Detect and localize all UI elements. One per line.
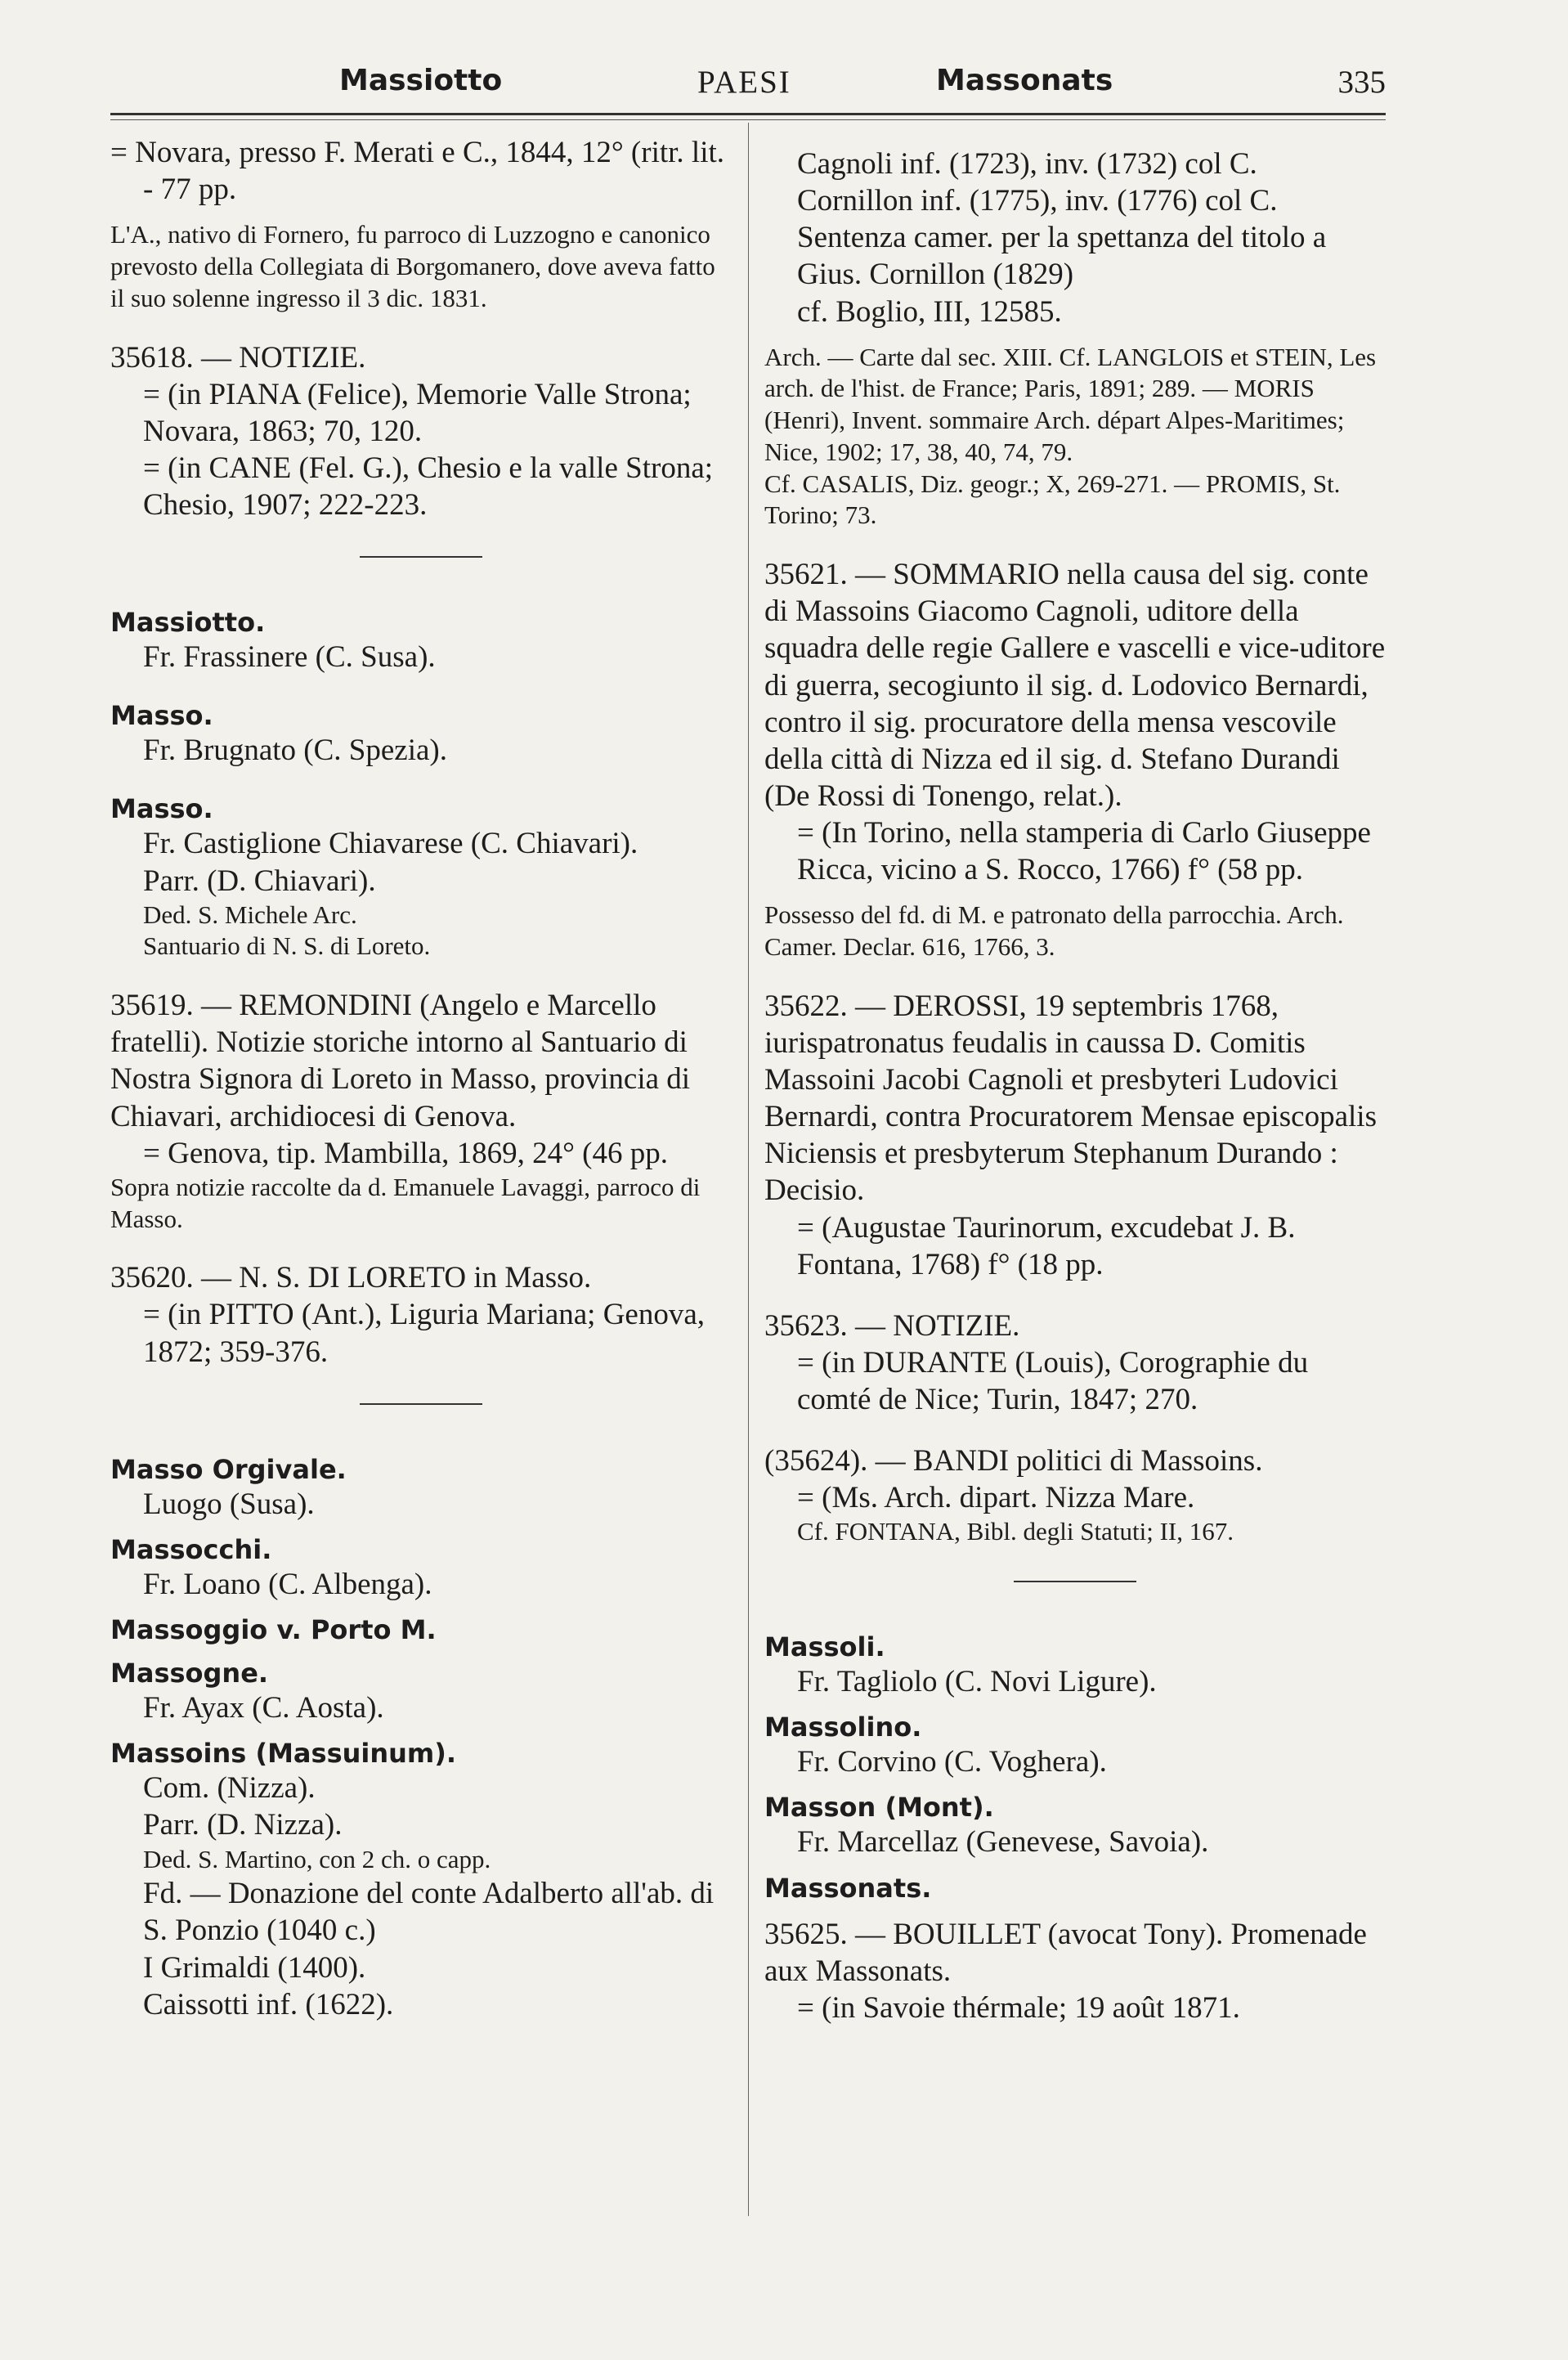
column-divider — [748, 123, 749, 2216]
place-detail: Fr. Castiglione Chiavarese (C. Chiavari). — [143, 827, 638, 861]
entry-heading: 35620. — N. S. DI LORETO in Masso. — [110, 1261, 592, 1295]
header-section-title: PAESI — [697, 65, 791, 100]
header-right-entry: Massonats — [936, 64, 1113, 97]
citation-line: = (in PIANA (Felice), Memorie Valle Strona; Novara, 1863; 70, 120. — [143, 377, 692, 448]
place-detail: Fr. Marcellaz (Genevese, Savoia). — [797, 1825, 1209, 1860]
note-paragraph: Sopra notizie raccolte da d. Emanuele Lavaggi, parroco di Masso. — [110, 1172, 701, 1233]
place-heading: Massolino. — [764, 1712, 922, 1743]
place-heading: Masso Orgivale. — [110, 1453, 347, 1485]
entry-heading: 35623. — NOTIZIE. — [764, 1308, 1020, 1343]
page-number: 335 — [1337, 65, 1386, 100]
place-detail: cf. Boglio, III, 12585. — [797, 294, 1062, 329]
citation-line: = (In Torino, nella stamperia di Carlo Giuseppe Ricca, vicino a S. Rocco, 1766) f° (58 pp. — [797, 816, 1371, 887]
section-separator — [360, 1403, 482, 1405]
place-detail: Fr. Corvino (C. Voghera). — [797, 1745, 1107, 1779]
entry-text: 35625. — BOUILLET (avocat Tony). Promenade aux Massonats. — [764, 1917, 1367, 1988]
place-detail: Com. (Nizza). — [143, 1771, 316, 1806]
place-detail: Fr. Loano (C. Albenga). — [143, 1567, 432, 1601]
place-detail: Fd. — Donazione del conte Adalberto all'ab. di S. Ponzio (1040 c.) — [143, 1877, 715, 1948]
running-header — [110, 64, 1386, 113]
place-detail: Santuario di N. S. di Loreto. — [143, 931, 431, 961]
entry-text: 35619. — REMONDINI (Angelo e Marcello fratelli). Notizie storiche intorno al Santuario di Nostra Signora di Loreto in Masso, provincia di Chiavari, archidiocesi di Genova. — [110, 989, 691, 1133]
place-detail: Ded. S. Michele Arc. — [143, 900, 357, 929]
entry-heading: (35624). — BANDI politici di Massoins. — [764, 1444, 1263, 1478]
note-paragraph: Possesso del fd. di M. e patronato della parrocchia. Arch. Camer. Declar. 616, 1766, 3. — [764, 900, 1344, 961]
place-heading: Massogne. — [110, 1658, 269, 1689]
entry-text: 35621. — SOMMARIO nella causa del sig. conte di Massoins Giacomo Cagnoli, uditore della squadra delle regie Gallere e vascelli e vice-uditore di guerra, secogiunto il sig. d. Lodovico Bernardi, contro il sig. procuratore della mensa vescovile della città di Nizza ed il sig. d. Stefano Durandi (De Rossi di Tonengo, relat.). — [764, 558, 1386, 813]
right-column — [764, 123, 1386, 2026]
place-heading: Massoggio v. Porto M. — [110, 1614, 437, 1646]
place-heading: Massoli. — [764, 1631, 885, 1663]
place-detail: Parr. (D. Chiavari). — [143, 864, 376, 898]
header-left-entry: Massiotto — [339, 64, 503, 97]
entry-text: 35622. — DEROSSI, 19 septembris 1768, iurispatronatus feudalis in caussa D. Comitis Massoini Jacobi Cagnoli et presbyteri Ludovici Bernardi, contra Procuratorem Mensae episcopalis Niciensis et presbyterum Stephanum Durando : Decisio. — [764, 989, 1377, 1208]
place-detail: Fr. Tagliolo (C. Novi Ligure). — [797, 1665, 1157, 1699]
place-detail: Sentenza camer. per la spettanza del titolo a Gius. Cornillon (1829) — [797, 221, 1327, 292]
place-heading: Massiotto. — [110, 607, 266, 639]
citation-line: = (Ms. Arch. dipart. Nizza Mare. — [797, 1481, 1195, 1515]
citation-line: = Novara, presso F. Merati e C., 1844, 12° (ritr. lit. - 77 pp. — [110, 136, 725, 207]
citation-line: = (in PITTO (Ant.), Liguria Mariana; Genova, 1872; 359-376. — [143, 1298, 706, 1369]
note-paragraph: Arch. — Carte dal sec. XIII. Cf. LANGLOIS et STEIN, Les arch. de l'hist. de France; Paris, 1891; 289. — MORIS (Henri), Invent. sommaire Arch. départ Alpes-Maritimes; Nice, 1902; 17, 38, 40, 74, 79. — [764, 342, 1377, 466]
note-paragraph: Cf. CASALIS, Diz. geogr.; X, 269-271. — PROMIS, St. Torino; 73. — [764, 469, 1341, 530]
citation-line: = (in Savoie thérmale; 19 août 1871. — [797, 1990, 1240, 2025]
place-detail: Caissotti inf. (1622). — [143, 1987, 394, 2021]
place-detail: Fr. Brugnato (C. Spezia). — [143, 734, 448, 768]
place-heading: Masso. — [110, 700, 213, 732]
note-paragraph: Cf. FONTANA, Bibl. degli Statuti; II, 167. — [797, 1517, 1234, 1546]
left-column — [110, 123, 732, 2023]
citation-line: = (in CANE (Fel. G.), Chesio e la valle Strona; Chesio, 1907; 222-223. — [143, 451, 714, 522]
entry-heading: 35618. — NOTIZIE. — [110, 340, 366, 375]
place-heading: Masson (Mont). — [764, 1792, 994, 1824]
place-detail: Cagnoli inf. (1723), inv. (1732) col C. — [797, 147, 1257, 181]
place-detail: I Grimaldi (1400). — [143, 1950, 366, 1985]
place-heading: Massonats. — [764, 1872, 932, 1904]
citation-line: = (in DURANTE (Louis), Corographie du comté de Nice; Turin, 1847; 270. — [797, 1345, 1309, 1416]
place-heading: Massocchi. — [110, 1533, 272, 1565]
place-detail: Fr. Ayax (C. Aosta). — [143, 1691, 384, 1725]
citation-line: = (Augustae Taurinorum, excudebat J. B. Fontana, 1768) f° (18 pp. — [797, 1210, 1296, 1281]
section-separator — [1014, 1581, 1136, 1582]
place-heading: Masso. — [110, 793, 213, 825]
place-detail: Luogo (Susa). — [143, 1487, 315, 1521]
header-rule-thick — [110, 113, 1386, 115]
header-rule-thin — [110, 119, 1386, 120]
place-detail: Cornillon inf. (1775), inv. (1776) col C. — [797, 184, 1278, 218]
citation-line: = Genova, tip. Mambilla, 1869, 24° (46 pp. — [143, 1136, 668, 1170]
section-separator — [360, 556, 482, 558]
place-detail: Fr. Frassinere (C. Susa). — [143, 640, 436, 675]
place-detail: Ded. S. Martino, con 2 ch. o capp. — [143, 1844, 491, 1873]
place-detail: Parr. (D. Nizza). — [143, 1808, 343, 1842]
note-paragraph: L'A., nativo di Fornero, fu parroco di Luzzogno e canonico prevosto della Collegiata di Borgomanero, dove aveva fatto il suo solenne ingresso il 3 dic. 1831. — [110, 220, 715, 312]
place-heading: Massoins (Massuinum). — [110, 1738, 457, 1770]
